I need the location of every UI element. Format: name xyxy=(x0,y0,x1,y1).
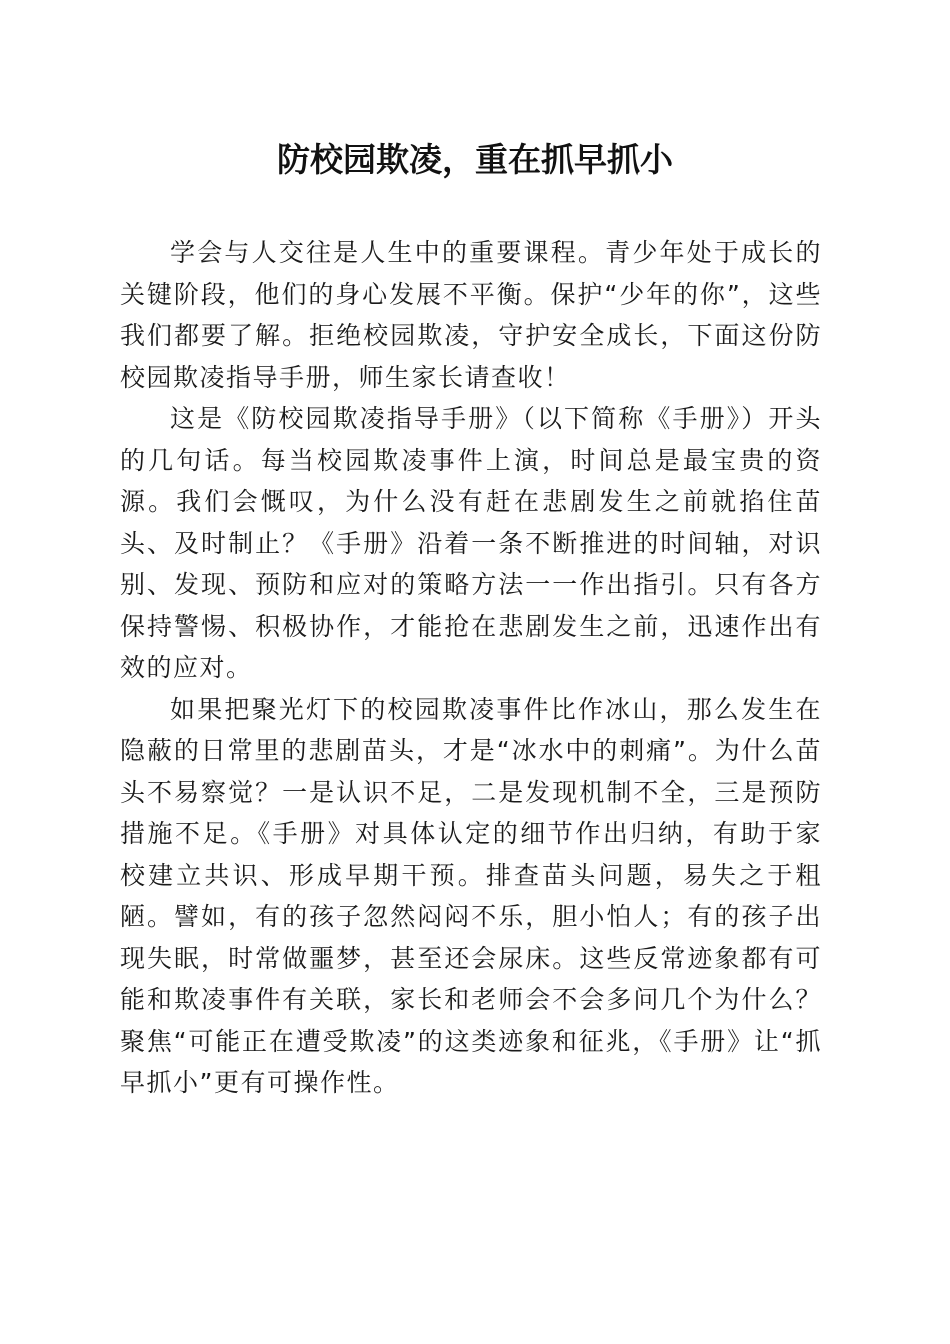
paragraph: 学会与人交往是人生中的重要课程。青少年处于成长的关键阶段，他们的身心发展不平衡。保护“少年的你”，这些我们都要了解。拒绝校园欺凌，守护安全成长，下面这份防校园欺凌指导手册，师生家长请查收！ xyxy=(120,238,822,392)
document-title: 防校园欺凌，重在抓早抓小 xyxy=(277,140,673,179)
paragraph: 如果把聚光灯下的校园欺凌事件比作冰山，那么发生在隐蔽的日常里的悲剧苗头，才是“冰水中的刺痛”。为什么苗头不易察觉？一是认识不足，二是发现机制不全，三是预防措施不足。《手册》对具体认定的细节作出归纳，有助于家校建立共识、形成早期干预。排查苗头问题，易失之于粗陋。譬如，有的孩子忽然闷闷不乐，胆小怕人；有的孩子出现失眠，时常做噩梦，甚至还会尿床。这些反常迹象都有可能和欺凌事件有关联，家长和老师会不会多问几个为什么？聚焦“可能正在遭受欺凌”的这类迹象和征兆，《手册》让“抓早抓小”更有可操作性。 xyxy=(120,694,822,1097)
document-body xyxy=(120,232,822,1104)
paragraph: 这是《防校园欺凌指导手册》（以下简称《手册》）开头的几句话。每当校园欺凌事件上演，时间总是最宝贵的资源。我们会慨叹，为什么没有赶在悲剧发生之前就掐住苗头、及时制止？《手册》沿着一条不断推进的时间轴，对识别、发现、预防和应对的策略方法一一作出指引。只有各方保持警惕、积极协作，才能抢在悲剧发生之前，迅速作出有效的应对。 xyxy=(120,404,822,682)
